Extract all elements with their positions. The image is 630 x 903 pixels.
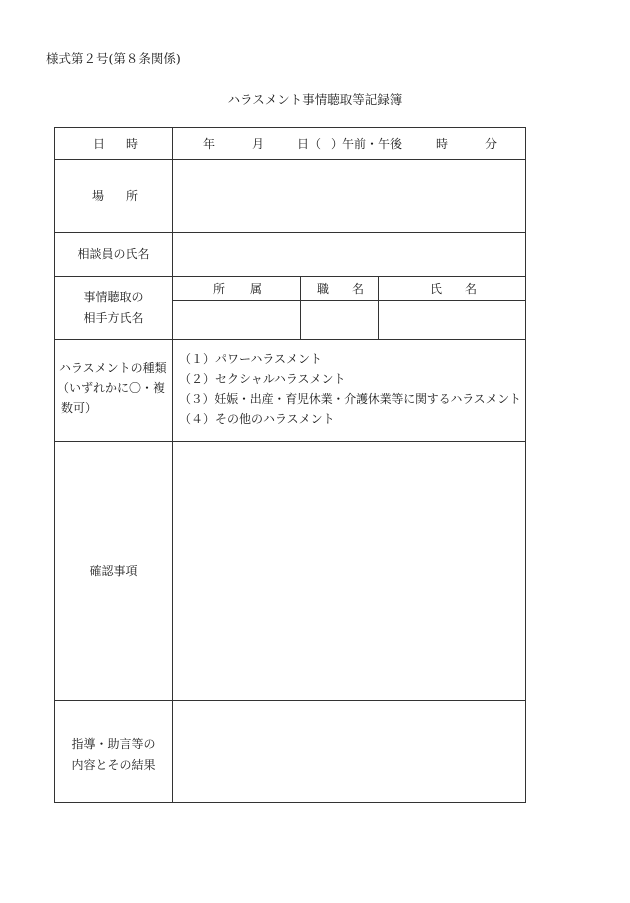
minute-label: 分 (485, 137, 498, 151)
month-label: 月 (252, 137, 265, 151)
position-header-a: 職 (317, 282, 330, 296)
affiliation-field[interactable] (173, 301, 300, 339)
confirmation-field[interactable] (173, 442, 525, 700)
interviewee-label-line1: 事情聴取の (83, 290, 144, 304)
row-divider (55, 276, 525, 277)
harassment-option-maternity[interactable]: （３）妊娠・出産・育児休業・介護休業等に関するハラスメント (179, 392, 521, 406)
datetime-label-a: 日 (93, 137, 106, 151)
year-label: 年 (203, 137, 216, 151)
form-number: 様式第２号(第８条関係) (46, 51, 181, 66)
harassment-type-label-line3: 数可） (61, 401, 98, 415)
record-table (54, 127, 526, 803)
day-paren-close: ） (331, 137, 344, 151)
interviewee-label-line2: 相手方氏名 (83, 311, 144, 325)
name-field[interactable] (379, 301, 525, 339)
row-divider (55, 339, 525, 340)
counselor-label: 相談員の氏名 (77, 247, 150, 261)
guidance-label-line1: 指導・助言等の (71, 737, 156, 751)
name-header-a: 氏 (430, 282, 443, 296)
guidance-label-line2: 内容とその結果 (71, 758, 156, 772)
hour-label: 時 (436, 137, 449, 151)
confirmation-label: 確認事項 (89, 564, 138, 578)
position-header-b: 名 (352, 282, 365, 296)
harassment-option-power[interactable]: （１）パワーハラスメント (179, 352, 323, 366)
harassment-type-label-line2: （いずれかに〇・複 (57, 381, 166, 395)
affiliation-header-a: 所 (213, 282, 226, 296)
place-field[interactable] (173, 160, 525, 232)
affiliation-header-b: 属 (250, 282, 263, 296)
position-field[interactable] (301, 301, 378, 339)
harassment-type-label-line1: ハラスメントの種類 (59, 361, 167, 375)
harassment-option-other[interactable]: （４）その他のハラスメント (179, 412, 335, 426)
document-title: ハラスメント事情聴取等記録簿 (227, 92, 403, 107)
day-label: 日（ (297, 137, 322, 151)
place-label-a: 場 (92, 189, 105, 203)
harassment-option-sexual[interactable]: （２）セクシャルハラスメント (179, 372, 346, 386)
ampm-label: 午前・午後 (342, 137, 403, 151)
guidance-field[interactable] (173, 701, 525, 802)
datetime-label-b: 時 (126, 137, 139, 151)
name-header-b: 名 (465, 282, 478, 296)
place-label-b: 所 (126, 189, 139, 203)
counselor-field[interactable] (173, 233, 525, 276)
